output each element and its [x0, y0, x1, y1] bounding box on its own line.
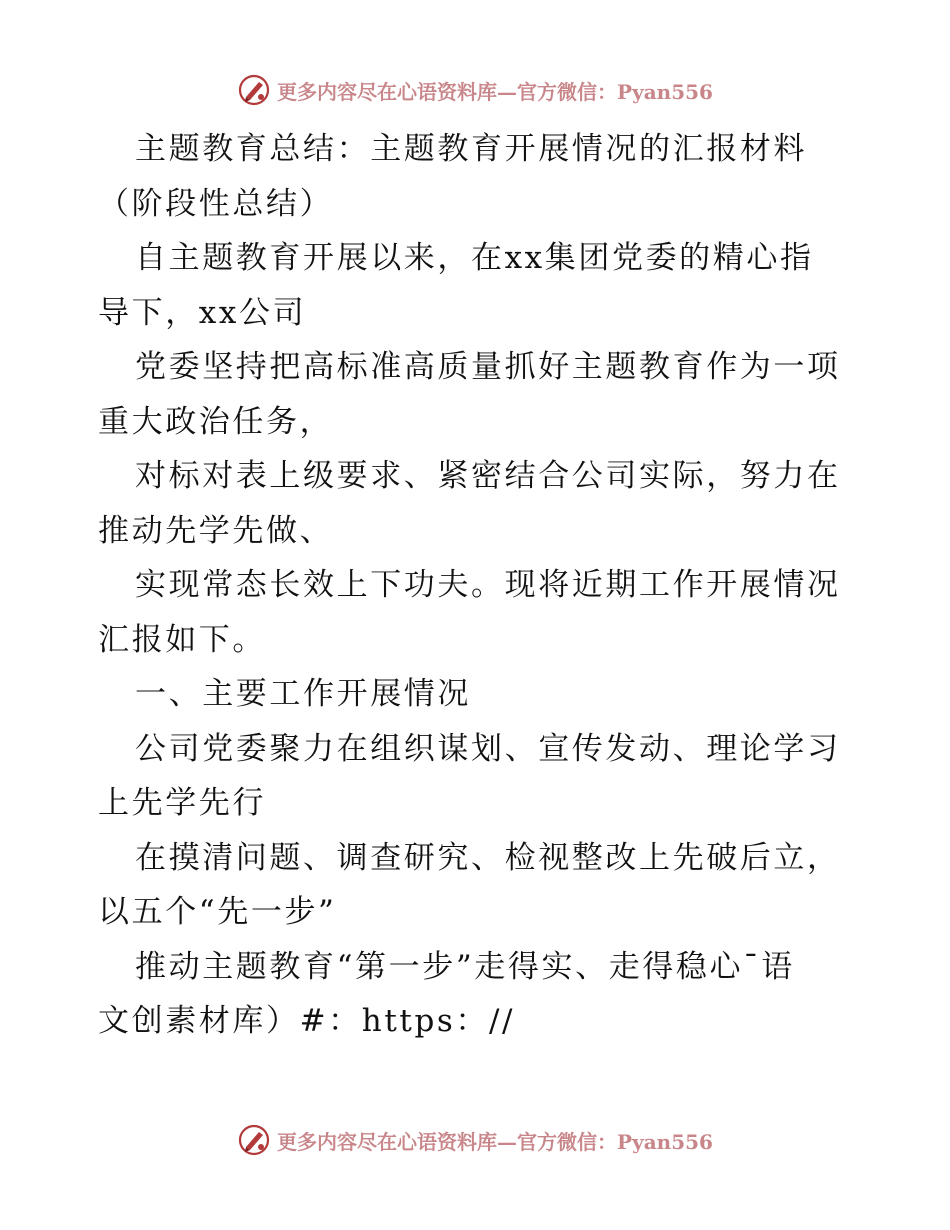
- text-line: 推动先学先做、: [98, 512, 334, 549]
- text-line: 推动主题教育“第一步”走得实、走得稳心¯语: [135, 948, 795, 985]
- text-line: 自主题教育开展以来，在xx集团党委的精心指: [135, 240, 814, 276]
- document-body: [98, 122, 858, 1049]
- text-line: 对标对表上级要求、紧密结合公司实际，努力在: [135, 458, 841, 494]
- section-heading: 一、主要工作开展情况: [135, 676, 471, 712]
- text-line: 导下，xx公司: [98, 294, 307, 331]
- pen-in-circle-logo-icon: [237, 1123, 271, 1157]
- text-line: 文创素材库）#：https：//: [98, 1003, 516, 1039]
- header-watermark-banner: [0, 70, 950, 110]
- text-line: 汇报如下。: [98, 621, 266, 658]
- text-line: 公司党委聚力在组织谋划、宣传发动、理论学习: [135, 730, 841, 767]
- watermark-group: [237, 73, 713, 107]
- watermark-text: 更多内容尽在心语资料库—官方微信：Pyan556: [277, 1129, 713, 1154]
- text-line: 党委坚持把高标准高质量抓好主题教育作为一项: [135, 349, 841, 385]
- text-line: 上先学先行: [98, 785, 266, 821]
- text-line: （阶段性总结）: [98, 185, 334, 222]
- text-line: 以五个“先一步”: [98, 894, 337, 930]
- text-line: 在摸清问题、调查研究、检视整改上先破后立，: [135, 839, 841, 876]
- pen-in-circle-logo-icon: [237, 73, 271, 107]
- watermark-group: [237, 1123, 713, 1157]
- text-line: 重大政治任务，: [98, 403, 334, 440]
- footer-watermark-banner: [0, 1120, 950, 1160]
- text-line: 实现常态长效上下功夫。现将近期工作开展情况: [135, 567, 841, 603]
- text-line: 主题教育总结：主题教育开展情况的汇报材料: [135, 131, 807, 167]
- watermark-text: 更多内容尽在心语资料库—官方微信：Pyan556: [277, 79, 713, 104]
